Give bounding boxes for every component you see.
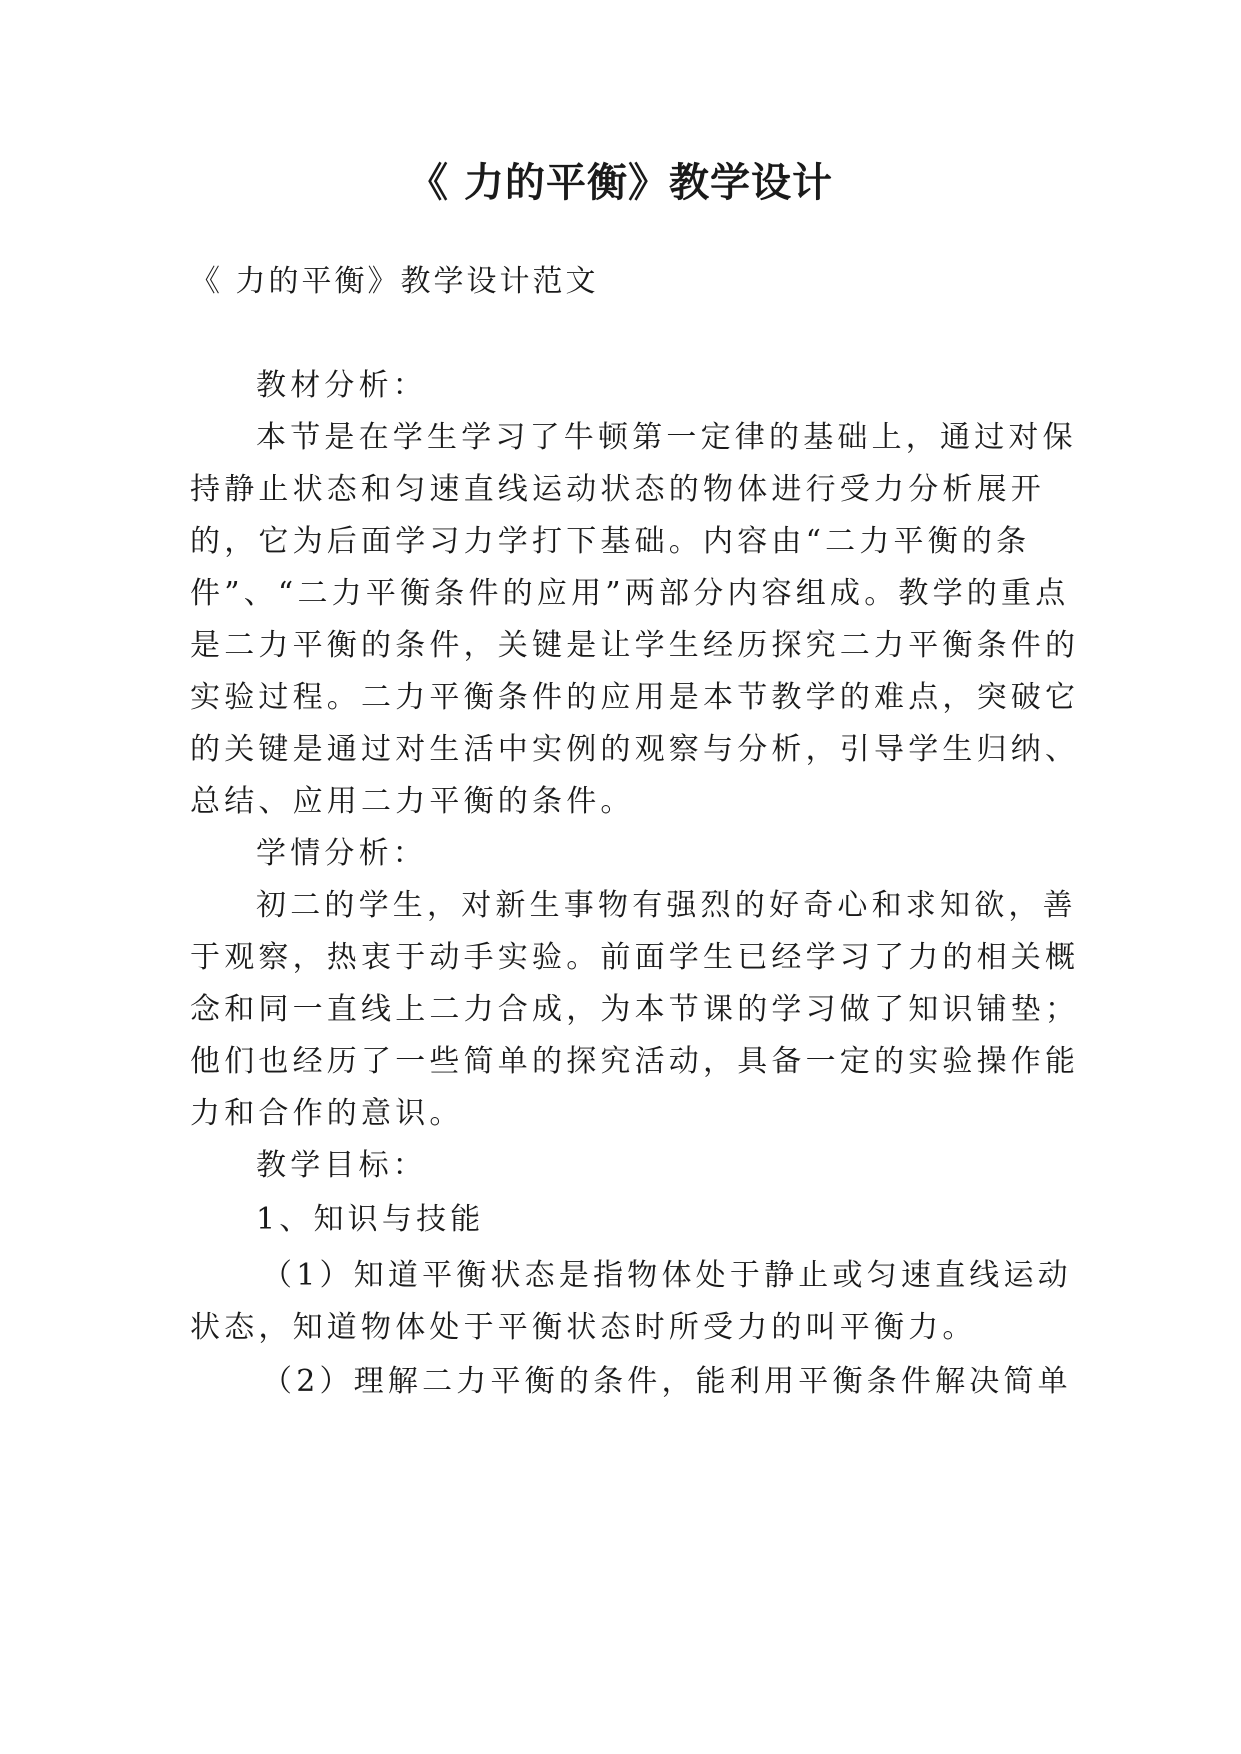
document-title: 《 力的平衡》教学设计 (408, 160, 833, 206)
paragraph-line: 件”、“二力平衡条件的应用”两部分内容组成。教学的重点 (190, 576, 1070, 611)
paragraph-line: 初二的学生，对新生事物有强烈的好奇心和求知欲，善 (256, 888, 1077, 923)
paragraph-line: 实验过程。二力平衡条件的应用是本节教学的难点，突破它 (190, 680, 1080, 715)
paragraph-line: 本节是在学生学习了牛顿第一定律的基础上，通过对保 (256, 420, 1077, 455)
goal-knowledge-skills-heading: 1、知识与技能 (256, 1202, 485, 1237)
paragraph-line: 总结、应用二力平衡的条件。 (190, 784, 635, 819)
paragraph-line: 于观察，热衷于动手实验。前面学生已经学习了力的相关概 (190, 940, 1080, 975)
paragraph-line: 持静止状态和匀速直线运动状态的物体进行受力分析展开 (190, 472, 1045, 507)
paragraph-line: 他们也经历了一些简单的探究活动，具备一定的实验操作能 (190, 1044, 1080, 1079)
material-analysis-heading: 教材分析： (256, 368, 427, 403)
paragraph-line: （1）知道平衡状态是指物体处于静止或匀速直线运动 (262, 1258, 1072, 1293)
paragraph-line: 是二力平衡的条件，关键是让学生经历探究二力平衡条件的 (190, 628, 1080, 663)
paragraph-line: 的关键是通过对生活中实例的观察与分析，引导学生归纳、 (190, 732, 1080, 767)
paragraph-line: （2）理解二力平衡的条件，能利用平衡条件解决简单 (262, 1364, 1072, 1399)
document-subtitle: 《 力的平衡》教学设计范文 (190, 264, 599, 299)
teaching-goals-heading: 教学目标： (256, 1148, 427, 1183)
paragraph-line: 力和合作的意识。 (190, 1096, 464, 1131)
paragraph-line: 状态，知道物体处于平衡状态时所受力的叫平衡力。 (190, 1310, 977, 1345)
paragraph-line: 念和同一直线上二力合成，为本节课的学习做了知识铺垫； (190, 992, 1080, 1027)
learner-analysis-heading: 学情分析： (256, 836, 427, 871)
paragraph-line: 的，它为后面学习力学打下基础。内容由“二力平衡的条 (190, 524, 1031, 559)
